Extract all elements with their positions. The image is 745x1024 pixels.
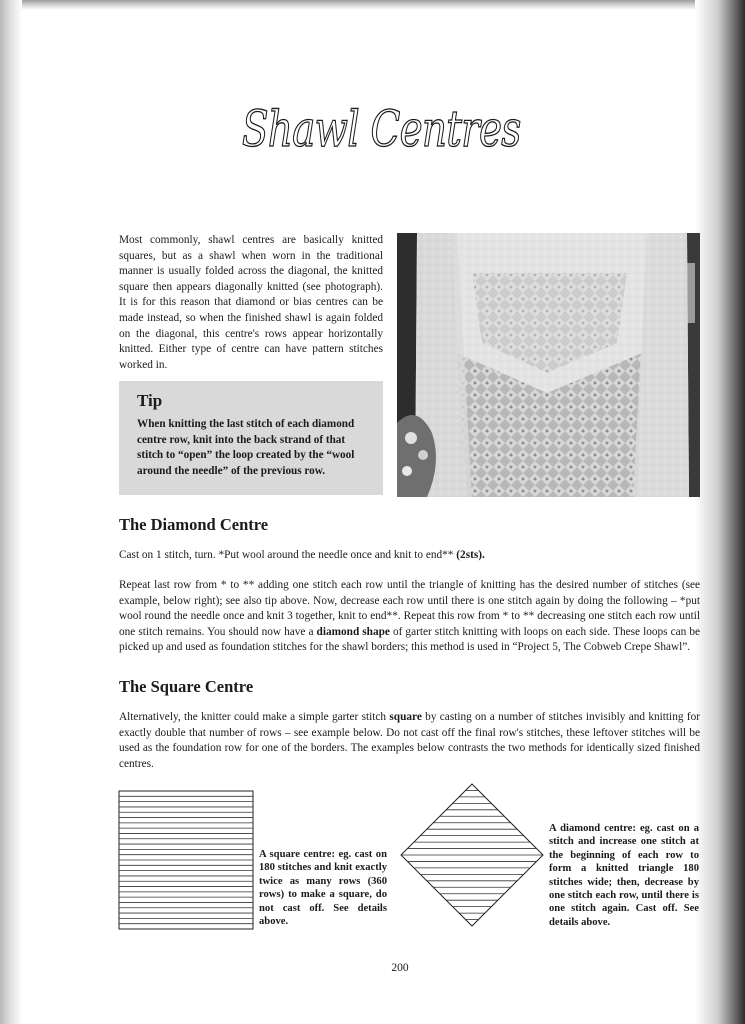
square-instructions-part-a: Alternatively, the knitter could make a simple garter stitch: [119, 711, 390, 723]
diamond-centre-heading: The Diamond Centre: [119, 515, 269, 534]
page-title: Shawl Centres: [241, 100, 521, 158]
shawl-photograph: [397, 233, 700, 497]
diamond-instructions-part-b: of garter stitch knitting with loops on each side. These loops can be picked up and used as foundation stitches for the shawl borders; this method is used in “Project 5, The Cobweb Crepe Shawl”.: [119, 625, 701, 654]
diamond-cast-on-text: Cast on 1 stitch, turn. *Put wool around the needle once and knit to end**: [119, 549, 457, 561]
square-centre-heading: The Square Centre: [119, 677, 254, 696]
square-centre-caption: A square centre: eg. cast on 180 stitches and knit exactly twice as many rows (360 rows) to make a square, do not cast off. See details above.: [259, 849, 387, 928]
intro-paragraph: Most commonly, shawl centres are basically knitted squares, but as a shawl when worn in the traditional manner is usually folded across the diagonal, the knitted square then appears diagonally knitted (see photograph). It is for this reason that diamond or bias centres can be made instead, so when the finished shawl is again folded on the diagonal, this centre's rows appear horizontally knitted. Either type of centre can have pattern stitches worked in.: [119, 234, 383, 371]
diamond-instructions-paragraph: [119, 578, 700, 656]
square-emphasis: square: [389, 711, 422, 723]
tip-box: [119, 381, 383, 495]
square-centre-diagram: [118, 790, 254, 930]
page-edge-shadow-top: [0, 0, 745, 10]
diamond-centre-diagram: [399, 782, 545, 928]
page-number: 200: [391, 962, 409, 974]
square-instructions-part-b: by casting on a number of stitches invisibly and knitting for exactly double that number of rows – see example below. Do not cast off the final row's stitches, these leftover stitches will be used as the foundation row for one of the borders. The examples below contrasts the two methods for identically sized finished centres.: [119, 711, 700, 770]
diamond-cast-on-paragraph: [119, 548, 700, 564]
diamond-instructions-part-a: Repeat last row from * to ** adding one stitch each row until the triangle of knitting has the desired number of stitches (see example, below right); see also tip above. Now, decrease each row until there is one stitch again by doing the following – *put wool round the needle once and knit 3 together, knit to end**. Repeat this row from * to ** decreasing one stitch each row until one stitch remains. You should now have a: [119, 579, 700, 638]
diamond-shape-emphasis: diamond shape: [316, 625, 390, 638]
square-instructions-paragraph: [119, 710, 700, 772]
diamond-centre-caption: A diamond centre: eg. cast on a stitch and increase one stitch at the beginning of each row to form a knitted triangle 180 stitches wide; then, decrease by one stitch each row, until there is one stitch again. Cast off. See details above.: [549, 823, 699, 928]
tip-title: Tip: [137, 391, 163, 410]
tip-text: When knitting the last stitch of each diamond centre row, knit into the back strand of that stitch to “open” the loop created by the “wool around the needle” of the previous row.: [137, 418, 355, 477]
diamond-cast-on-count: (2sts).: [456, 549, 485, 561]
book-spine-shadow: [695, 0, 745, 1024]
page-edge-shadow-left: [0, 0, 22, 1024]
